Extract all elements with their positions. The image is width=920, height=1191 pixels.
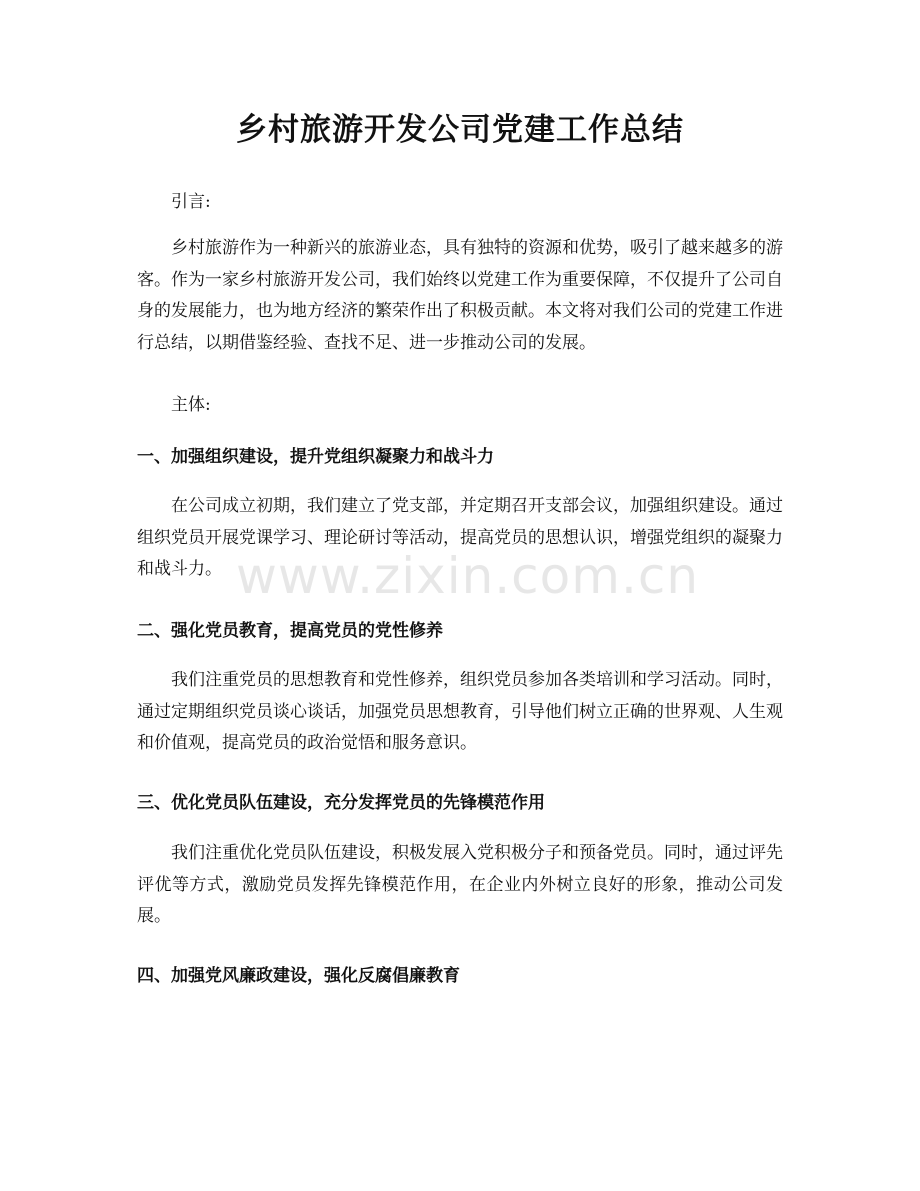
- section-paragraph-2: 我们注重党员的思想教育和党性修养，组织党员参加各类培训和学习活动。同时，通过定期组织党员谈心谈话，加强党员思想教育，引导他们树立正确的世界观、人生观和价值观，提高党员的政治觉悟和服务意识。: [137, 670, 783, 753]
- section-heading-2: 二、强化党员教育，提高党员的党性修养: [137, 621, 443, 641]
- watermark-text: www.zixin.com.cn: [236, 547, 700, 605]
- page-title: 乡村旅游开发公司党建工作总结: [236, 112, 684, 148]
- intro-paragraph: 乡村旅游作为一种新兴的旅游业态，具有独特的资源和优势，吸引了越来越多的游客。作为一家乡村旅游开发公司，我们始终以党建工作为重要保障，不仅提升了公司自身的发展能力，也为地方经济的繁荣作出了积极贡献。本文将对我们公司的党建工作进行总结，以期借鉴经验、查找不足、进一步推动公司的发展。: [137, 238, 783, 353]
- section-heading-1: 一、加强组织建设，提升党组织凝聚力和战斗力: [137, 447, 494, 467]
- section-heading-3: 三、优化党员队伍建设，充分发挥党员的先锋模范作用: [137, 793, 545, 813]
- intro-label: 引言:: [171, 192, 211, 212]
- section-paragraph-1: 在公司成立初期，我们建立了党支部，并定期召开支部会议，加强组织建设。通过组织党员开展党课学习、理论研讨等活动，提高党员的思想认识，增强党组织的凝聚力和战斗力。: [137, 496, 783, 579]
- section-paragraph-3: 我们注重优化党员队伍建设，积极发展入党积极分子和预备党员。同时，通过评先评优等方式，激励党员发挥先锋模范作用，在企业内外树立良好的形象，推动公司发展。: [137, 843, 783, 926]
- body-label: 主体:: [171, 395, 211, 415]
- section-heading-4: 四、加强党风廉政建设，强化反腐倡廉教育: [137, 966, 460, 986]
